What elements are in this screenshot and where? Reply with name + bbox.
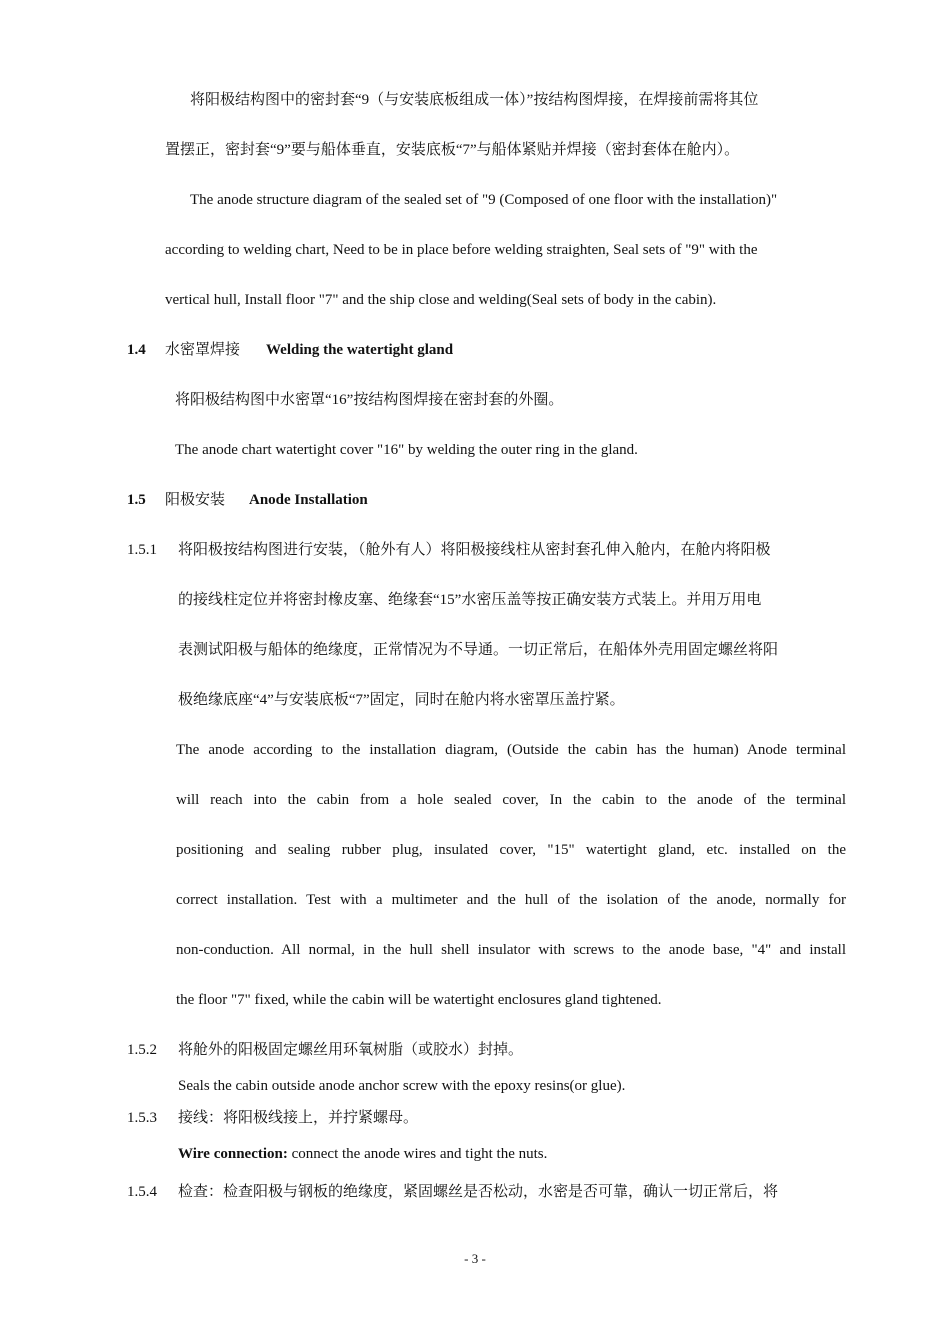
section-1-5-1-zh-line-3: 表测试阳极与船体的绝缘度，正常情况为不导通。一切正常后，在船体外壳用固定螺丝将阳: [178, 642, 779, 658]
intro-zh-line-1: 将阳极结构图中的密封套“9（与安装底板组成一体）”按结构图焊接，在焊接前需将其位: [190, 92, 759, 108]
section-number-1-5-4: 1.5.4: [127, 1184, 157, 1200]
section-1-5-1-en-line-4: correct installation. Test with a multimeter and the hull of the isolation of the anode, normally for: [176, 892, 846, 908]
section-1-5-1-en-line-1: The anode according to the installation diagram, (Outside the cabin has the human) Anode terminal: [176, 742, 846, 758]
section-1-5-1-en-line-5: non-conduction. All normal, in the hull shell insulator with screws to the anode base, "4" and install: [176, 942, 846, 958]
section-number-1-5-3: 1.5.3: [127, 1110, 157, 1126]
wire-connection-text: connect the anode wires and tight the nuts.: [287, 1146, 548, 1162]
intro-zh-line-2: 置摆正，密封套“9”要与船体垂直，安装底板“7”与船体紧贴并焊接（密封套体在舱内）。: [165, 142, 740, 158]
section-1-5-2-en-text: Seals the cabin outside anode anchor screw with the epoxy resins(or glue).: [178, 1078, 626, 1094]
section-1-5-3-zh-text: 接线：将阳极线接上，并拧紧螺母。: [178, 1110, 419, 1126]
intro-en-line-3: vertical hull, Install floor "7" and the ship close and welding(Seal sets of body in the cabin).: [165, 292, 717, 308]
section-1-4-en-text: The anode chart watertight cover "16" by welding the outer ring in the gland.: [175, 442, 638, 458]
section-1-5-1-en-line-6: the floor "7" fixed, while the cabin will be watertight enclosures gland tightened.: [176, 992, 662, 1008]
section-1-4-zh-text: 将阳极结构图中水密罩“16”按结构图焊接在密封套的外圈。: [175, 392, 564, 408]
section-1-5-4-zh-text: 检查：检查阳极与钢板的绝缘度，紧固螺丝是否松动，水密是否可靠，确认一切正常后，将: [178, 1184, 779, 1200]
section-1-5-1-zh-line-4: 极绝缘底座“4”与安装底板“7”固定，同时在舱内将水密罩压盖拧紧。: [178, 692, 625, 708]
intro-en-line-2: according to welding chart, Need to be in place before welding straighten, Seal sets of "9" with the: [165, 242, 758, 258]
section-1-5-3-en-text: [178, 1144, 547, 1164]
section-title-zh-1-4: 水密罩焊接: [165, 342, 241, 358]
wire-connection-label: Wire connection:: [178, 1146, 288, 1162]
section-number-1-4: 1.4: [127, 342, 146, 358]
section-title-zh-1-5: 阳极安装: [165, 492, 226, 508]
section-1-5-2-zh-text: 将舱外的阳极固定螺丝用环氧树脂（或胶水）封掉。: [178, 1042, 524, 1058]
intro-en-line-1: The anode structure diagram of the sealed set of "9 (Composed of one floor with the installation)": [190, 192, 778, 208]
page-number: - 3 -: [464, 1251, 486, 1266]
section-1-5-1-zh-line-2: 的接线柱定位并将密封橡皮塞、绝缘套“15”水密压盖等按正确安装方式装上。并用万用电: [178, 592, 762, 608]
section-title-en-1-4: Welding the watertight gland: [266, 342, 454, 358]
section-1-5-1-zh-line-1: 将阳极按结构图进行安装，（舱外有人）将阳极接线柱从密封套孔伸入舱内，在舱内将阳极: [178, 542, 771, 558]
section-number-1-5-2: 1.5.2: [127, 1042, 157, 1058]
section-number-1-5: 1.5: [127, 492, 146, 508]
section-1-5-1-en-line-3: positioning and sealing rubber plug, insulated cover, "15" watertight gland, etc. installed on the: [176, 842, 846, 858]
section-number-1-5-1: 1.5.1: [127, 542, 157, 558]
section-1-5-1-en-line-2: will reach into the cabin from a hole sealed cover, In the cabin to the anode of the terminal: [176, 792, 846, 808]
section-title-en-1-5: Anode Installation: [249, 492, 368, 508]
